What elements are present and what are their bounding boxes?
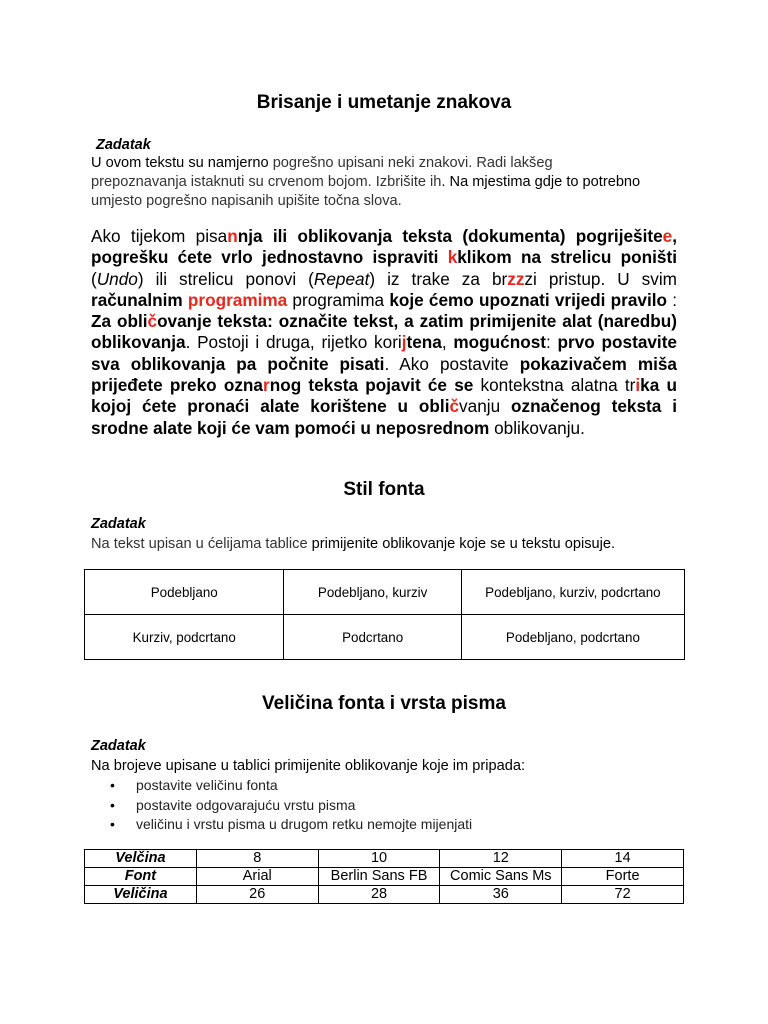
font-size-table	[84, 849, 684, 904]
bullet-list	[91, 776, 472, 835]
text-run: nog teksta pojavit će se	[269, 375, 474, 396]
text-run: :	[546, 332, 558, 353]
text-run: pokazivačem miša prijeđete preko ozna	[91, 353, 677, 396]
text-run: tena	[406, 332, 442, 353]
task-text-1-part: . Na mjestima gdje to potrebno	[441, 174, 641, 190]
page-title: Brisanje i umetanje znakova	[256, 92, 512, 113]
text-run: Undo	[96, 268, 138, 289]
text-run: Za obli	[91, 311, 148, 332]
table-row	[85, 570, 685, 615]
table-cell: Podebljano	[85, 570, 284, 615]
error-char: e	[662, 226, 673, 246]
task-text-3: Na brojeve upisane u tablici primijenite oblikovanje koje im pripada:	[91, 758, 525, 774]
text-run: Repeat	[313, 268, 370, 289]
style-table	[84, 569, 685, 660]
task-text-2-part: primijenite oblikovanje koje se u tekstu opisuje.	[311, 536, 616, 552]
text-run: mogućnost	[453, 332, 547, 353]
error-char: j	[401, 332, 407, 353]
list-item: • veličinu i vrstu pisma u drugom retku nemojte mijenjati	[136, 815, 472, 835]
exercise-paragraph	[91, 226, 677, 439]
section-heading-stil-fonta: Stil fonta	[343, 479, 425, 500]
text-run: , pogrešku ćete vrlo jednostavno ispraviti	[91, 226, 678, 268]
task-label-2: Zadatak	[91, 516, 146, 532]
task-text-1	[91, 154, 677, 211]
text-run: kontekstna alatna tr	[473, 375, 636, 396]
table-cell: Berlin Sans FB	[318, 868, 440, 886]
table-cell: Podebljano, kurziv, podcrtano	[461, 570, 684, 615]
table-row	[85, 886, 684, 904]
task-label-3: Zadatak	[91, 738, 146, 754]
text-run: programima	[287, 289, 390, 310]
text-run: klikom na strelicu poništi	[457, 247, 677, 268]
table-cell: Arial	[196, 868, 318, 886]
table-cell: Comic Sans Ms	[440, 868, 562, 886]
row-label: Font	[85, 868, 197, 886]
table-cell: 28	[318, 886, 440, 904]
error-char: k	[447, 247, 458, 268]
task-text-2-part: Na tekst upisan u ćelijama tablice	[91, 536, 312, 552]
table-cell: Forte	[562, 868, 684, 886]
table-cell: 8	[196, 850, 318, 868]
error-char: i	[635, 375, 641, 396]
task-text-2	[91, 535, 677, 554]
error-char: č	[147, 311, 158, 332]
error-char: zz	[507, 268, 525, 289]
task-text-1-part: pogrešno upisani neki znakovi. Radi lakšeg	[268, 155, 553, 171]
task-label-1: Zadatak	[96, 137, 151, 153]
text-run: prvo postavite sva oblikovanja pa počnite pisati	[91, 332, 677, 374]
list-item: • postavite odgovarajuću vrstu pisma	[136, 796, 472, 816]
text-run: . Postoji i druga, rijetko kori	[185, 332, 402, 353]
text-run: računalnim	[91, 289, 188, 310]
text-run: označenog teksta i srodne alate koji će vam pomoći u neposrednom	[91, 396, 677, 438]
task-text-1-part: U ovom tekstu su namjerno	[91, 155, 269, 171]
table-cell: 14	[562, 850, 684, 868]
task-text-1-part: umjesto pogrešno napisanih upišite točna slova.	[91, 193, 402, 209]
table-cell: 12	[440, 850, 562, 868]
text-run: ,	[441, 332, 454, 353]
text-run: :	[667, 289, 677, 310]
table-cell: 72	[562, 886, 684, 904]
row-label: Veličina	[85, 886, 197, 904]
text-run: ka u kojoj ćete pronaći alate korištene u obli	[91, 375, 677, 417]
table-cell: Podebljano, kurziv	[284, 570, 461, 615]
table-cell: Kurziv, podcrtano	[85, 615, 284, 660]
text-run: zi pristup. U svim	[524, 268, 677, 289]
table-row	[85, 615, 685, 660]
text-run: ovanje teksta: označite tekst, a zatim primijenite alat (naredbu) oblikovanja	[91, 311, 677, 353]
table-cell: 26	[196, 886, 318, 904]
error-char: č	[449, 396, 460, 417]
table-cell: 36	[440, 886, 562, 904]
text-run: nja ili oblikovanja teksta (dokumenta) pogriješite	[237, 226, 663, 246]
table-cell: Podcrtano	[284, 615, 461, 660]
text-run: Ako tijekom pisa	[91, 226, 228, 246]
text-run: ) iz trake za br	[369, 268, 508, 289]
text-run: koje ćemo upoznati vrijedi pravilo	[389, 289, 668, 310]
table-cell: Podebljano, podcrtano	[461, 615, 684, 660]
text-run: vanju	[459, 396, 512, 417]
table-row	[85, 868, 684, 886]
row-label: Velčina	[85, 850, 197, 868]
table-row	[85, 850, 684, 868]
error-word: programima	[187, 289, 288, 310]
text-run: ) ili strelicu ponovi (	[137, 268, 314, 289]
section-heading-velicina-fonta: Veličina fonta i vrsta pisma	[262, 693, 506, 714]
text-run: (	[91, 268, 97, 289]
text-run: . Ako postavite	[384, 353, 520, 374]
table-cell: 10	[318, 850, 440, 868]
list-item: • postavite veličinu fonta	[136, 776, 472, 796]
task-text-1-part: prepoznavanja istaknuti su crvenom bojom. Izbrišite ih	[91, 174, 442, 190]
error-char: r	[263, 375, 270, 396]
error-char: n	[227, 226, 238, 246]
text-run: oblikovanju.	[489, 417, 585, 438]
